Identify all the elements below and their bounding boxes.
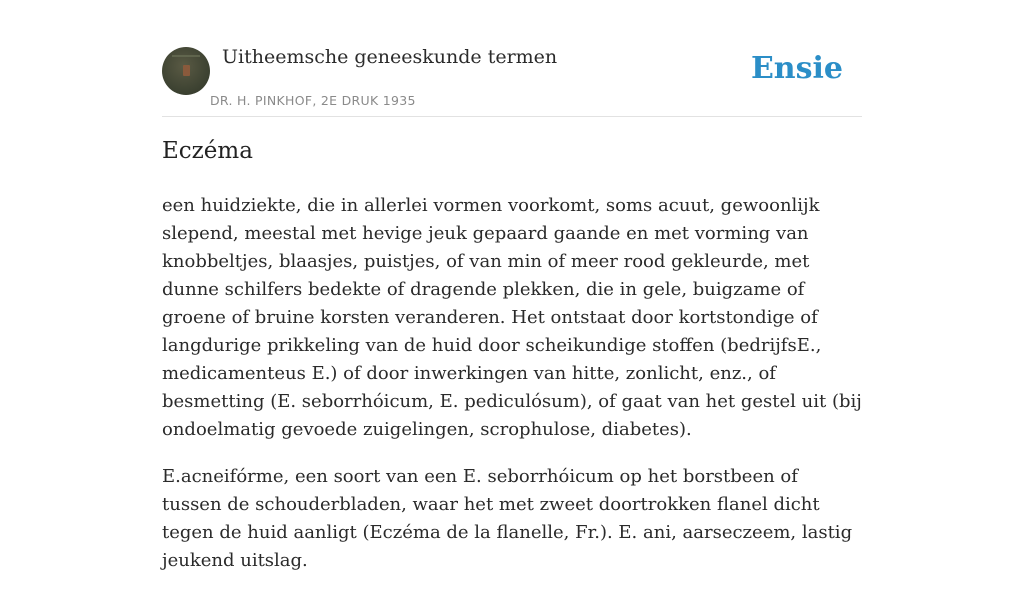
source-title[interactable]: Uitheemsche geneeskunde termen (222, 46, 558, 68)
definition-paragraph: E.acneifórme, een soort van een E. seborrhóicum op het borstbeen of tussen de schouderbladen, waar het met zweet doortrokken flanel dicht tegen de huid aanligt (Eczéma de la flanelle, Fr.). E. ani, aarseczeem, lastig jeukend uitslag. (162, 466, 853, 571)
definition-paragraph: een huidziekte, die in allerlei vormen voorkomt, soms acuut, gewoonlijk slepend, meestal met hevige jeuk gepaard gaande en met vorming van knobbeltjes, blaasjes, puistjes, of van min of meer rood gekleurde, met dunne schilfers bedekte of dragende plekken, die in gele, buigzame of groene of bruine korsten veranderen. Het ontstaat door kortstondige of langdurige prikkeling van de huid door scheikundige stoffen (bedrijfsE., medicamenteus E.) of door inwerkingen van hitte, zonlicht, enz., of besmetting (E. seborrhóicum, E. pediculósum), of gaat van het gestel uit (bij ondoelmatig gevoede zuigelingen, scrophulose, diabetes). (162, 195, 862, 440)
source-avatar[interactable] (162, 47, 210, 95)
avatar-band (172, 55, 200, 57)
book-icon (183, 65, 190, 76)
entry-content (162, 192, 862, 594)
source-meta: DR. H. PINKHOF, 2E DRUK 1935 (210, 93, 416, 108)
page-header (162, 40, 862, 117)
entry-term: Eczéma (162, 138, 253, 164)
brand-logo[interactable]: Ensie (750, 51, 843, 86)
